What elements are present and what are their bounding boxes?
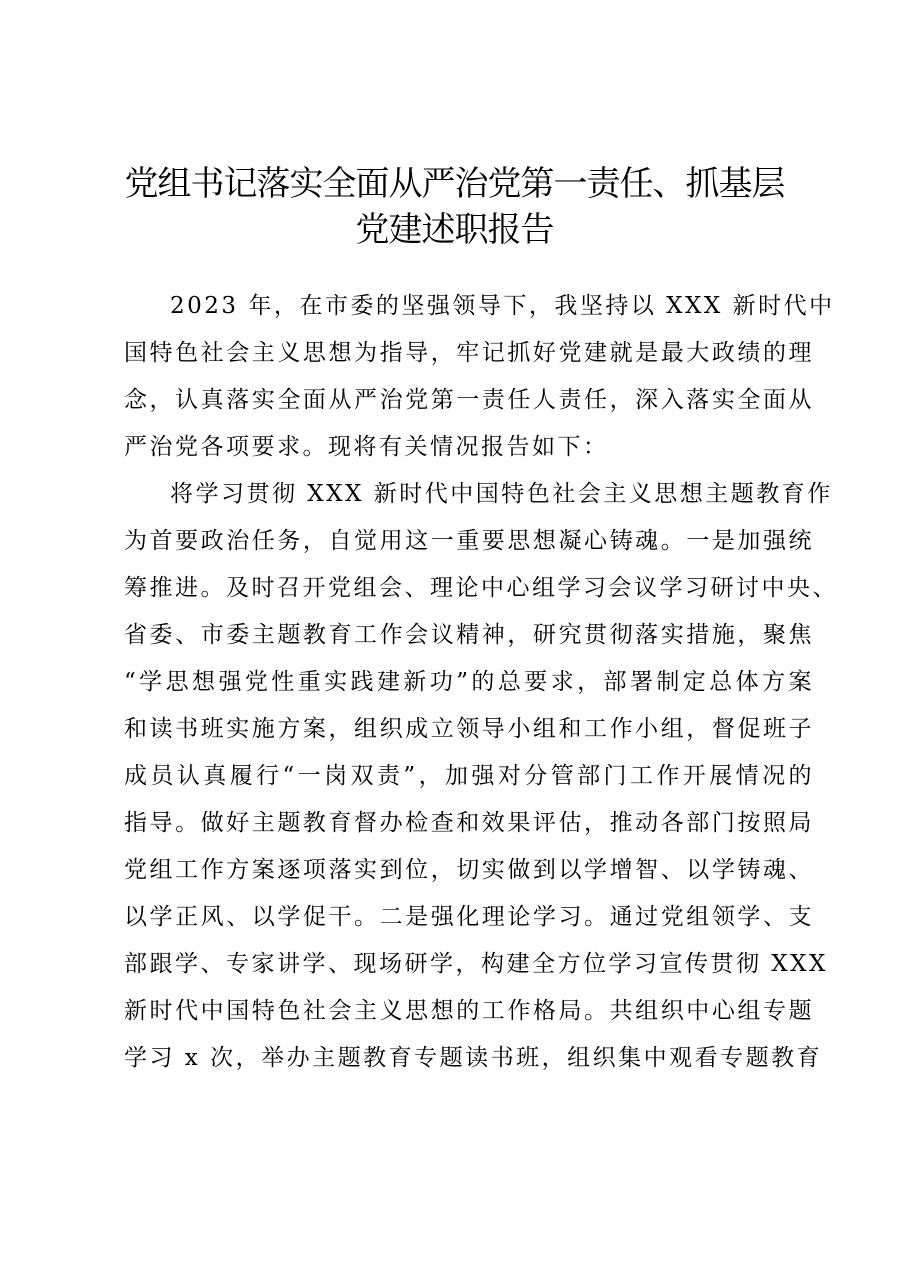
paragraph-2-line-4: 省委、市委主题教育工作会议精神，研究贯彻落实措施，聚焦 — [124, 622, 814, 648]
paragraph-2-line-7: 成员认真履行“一岗双责”，加强对分管部门工作开展情况的 — [124, 763, 814, 789]
paragraph-2-line-8: 指导。做好主题教育督办检查和效果评估，推动各部门按照局 — [124, 810, 814, 836]
paragraph-2-line-3: 筹推进。及时召开党组会、理论中心组学习会议学习研讨中央、 — [124, 575, 838, 601]
paragraph-1-line-1: 2023 年，在市委的坚强领导下，我坚持以 XXX 新时代中 — [170, 293, 835, 319]
paragraph-2-line-2: 为首要政治任务，自觉用这一重要思想凝心铸魂。一是加强统 — [124, 528, 814, 554]
paragraph-2-line-12: 新时代中国特色社会主义思想的工作格局。共组织中心组专题 — [124, 998, 814, 1024]
paragraph-2-line-11: 部跟学、专家讲学、现场研学，构建全方位学习宣传贯彻 XXX — [124, 951, 828, 977]
paragraph-2-line-6: 和读书班实施方案，组织成立领导小组和工作小组，督促班子 — [124, 716, 814, 742]
paragraph-1-line-4: 严治党各项要求。现将有关情况报告如下： — [124, 434, 609, 460]
paragraph-2-line-13: 学习 x 次，举办主题教育专题读书班，组织集中观看专题教育 — [124, 1045, 823, 1071]
paragraph-2-line-1: 将学习贯彻 XXX 新时代中国特色社会主义思想主题教育作 — [170, 481, 833, 507]
paragraph-2-line-5: “学思想强党性重实践建新功”的总要求，部署制定总体方案 — [124, 669, 814, 695]
paragraph-1-line-3: 念，认真落实全面从严治党第一责任人责任，深入落实全面从 — [124, 387, 814, 413]
paragraph-1-line-2: 国特色社会主义思想为指导，牢记抓好党建就是最大政绩的理 — [124, 340, 814, 366]
document-title-line-2: 党建述职报告 — [355, 210, 554, 250]
paragraph-2-line-9: 党组工作方案逐项落实到位，切实做到以学增智、以学铸魂、 — [124, 857, 814, 883]
paragraph-2-line-10: 以学正风、以学促干。二是强化理论学习。通过党组领学、支 — [124, 904, 814, 930]
document-title-line-1: 党组书记落实全面从严治党第一责任、抓基层 — [124, 164, 785, 204]
